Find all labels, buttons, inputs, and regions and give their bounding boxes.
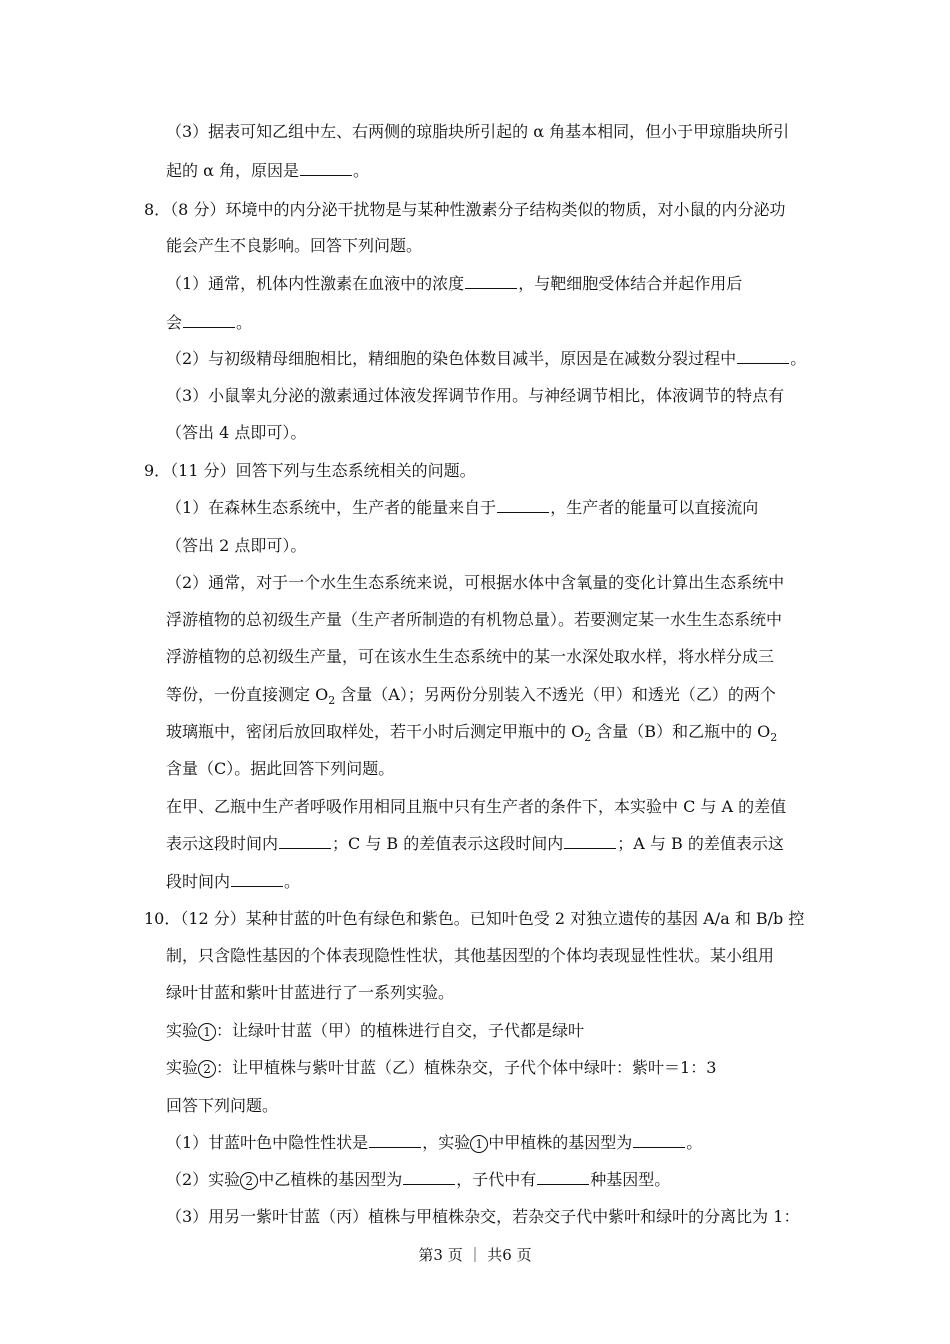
answer-blank[interactable] (465, 274, 517, 289)
answer-blank[interactable] (564, 834, 616, 849)
answer-blank[interactable] (403, 1170, 455, 1185)
answer-blank[interactable] (497, 498, 549, 513)
q9-part2-line3: 浮游植物的总初级生产量，可在该水生生态系统中的某一水深处取水样，将水样分成三 (166, 647, 775, 666)
q9-part3-line1: 在甲、乙瓶中生产者呼吸作用相同且瓶中只有生产者的条件下，本实验中 C 与 A 的差值 (166, 797, 787, 816)
circled-number: 2 (198, 1060, 216, 1078)
q8-part3-line1: （3）小鼠睾丸分泌的激素通过体液发挥调节作用。与神经调节相比，体液调节的特点有 (166, 386, 785, 405)
page-footer: 第3 页 ｜ 共6 页 (418, 1246, 532, 1264)
q9-part3-line3: 段时间内 。 (166, 872, 301, 891)
q8-heading-line2: 能会产生不良影响。回答下列问题。 (166, 236, 423, 255)
q8-part3-line2: （答出 4 点即可）。 (166, 423, 307, 442)
q8-part1-line1: （1）通常，机体内性激素在血液中的浓度 ，与靶细胞受体结合并起作用后 (166, 274, 743, 293)
q10-ask: 回答下列问题。 (166, 1096, 279, 1115)
q9-part1-line1: （1）在森林生态系统中，生产者的能量来自于 ，生产者的能量可以直接流向 (166, 498, 759, 517)
answer-blank[interactable] (183, 313, 235, 328)
q7-part3-line1: （3）据表可知乙组中左、右两侧的琼脂块所引起的 α 角基本相同，但小于甲琼脂块所引 (166, 122, 790, 141)
q10-heading-line2: 制，只含隐性基因的个体表现隐性性状，其他基因型的个体均表现显性性状。某小组用 (166, 946, 775, 965)
q10-experiment-2: 实验 2 ：让甲植株与紫叶甘蓝（乙）植株杂交，子代个体中绿叶：紫叶＝1：3 (166, 1058, 717, 1077)
circled-number: 1 (470, 1135, 488, 1153)
q7-part3-line2: 起的 α 角，原因是 。 (166, 161, 369, 180)
answer-blank[interactable] (231, 872, 283, 887)
q10-experiment-1: 实验 1 ：让绿叶甘蓝（甲）的植株进行自交，子代都是绿叶 (166, 1021, 585, 1040)
answer-blank[interactable] (279, 834, 331, 849)
q9-part1-line2: （答出 2 点即可）。 (166, 536, 307, 555)
circled-number: 2 (240, 1172, 258, 1190)
q8-heading-line1: 8．（8 分）环境中的内分泌干扰物是与某种性激素分子结构类似的物质，对小鼠的内分泌功 (144, 200, 786, 219)
q9-heading: 9．（11 分）回答下列与生态系统相关的问题。 (144, 461, 476, 480)
q9-part2-line1: （2）通常，对于一个水生生态系统来说，可根据水体中含氧量的变化计算出生态系统中 (166, 573, 785, 592)
answer-blank[interactable] (537, 1170, 589, 1185)
q10-heading-line3: 绿叶甘蓝和紫叶甘蓝进行了一系列实验。 (166, 983, 455, 1002)
q10-part2: （2）实验 2 中乙植株的基因型为 ，子代中有 种基因型。 (166, 1170, 671, 1189)
answer-blank[interactable] (300, 161, 352, 176)
q9-part2-line2: 浮游植物的总初级生产量（生产者所制造的有机物总量）。若要测定某一水生生态系统中 (166, 610, 783, 629)
q9-part2-line6: 含量（C）。据此回答下列问题。 (166, 759, 395, 778)
answer-blank[interactable] (633, 1133, 685, 1148)
q10-heading-line1: 10．（12 分）某种甘蓝的叶色有绿色和紫色。已知叶色受 2 对独立遗传的基因 A/a 和 B/b 控 (144, 909, 805, 928)
q10-part1: （1）甘蓝叶色中隐性性状是 ，实验 1 中甲植株的基因型为 。 (166, 1133, 703, 1152)
q8-part2: （2）与初级精母细胞相比，精细胞的染色体数目减半，原因是在减数分裂过程中 。 (166, 349, 807, 368)
q9-part2-line4: 等份，一份直接测定 $O_2$ 含量（A）；另两份分别装入不透光（甲）和透光（乙）的两个 (166, 685, 776, 708)
q8-part1-line2: 会 。 (166, 313, 253, 332)
answer-blank[interactable] (369, 1133, 421, 1148)
circled-number: 1 (198, 1023, 216, 1041)
q9-part2-line5: 玻璃瓶中，密闭后放回取样处，若干小时后测定甲瓶中的 $O_2$ 含量（B）和乙瓶中的 $O_2$ (166, 722, 778, 745)
answer-blank[interactable] (737, 349, 789, 364)
q9-part3-line2: 表示这段时间内 ；C 与 B 的差值表示这段时间内 ；A 与 B 的差值表示这 (166, 834, 784, 853)
q10-part3: （3）用另一紫叶甘蓝（丙）植株与甲植株杂交，若杂交子代中紫叶和绿叶的分离比为 1： (166, 1207, 800, 1226)
